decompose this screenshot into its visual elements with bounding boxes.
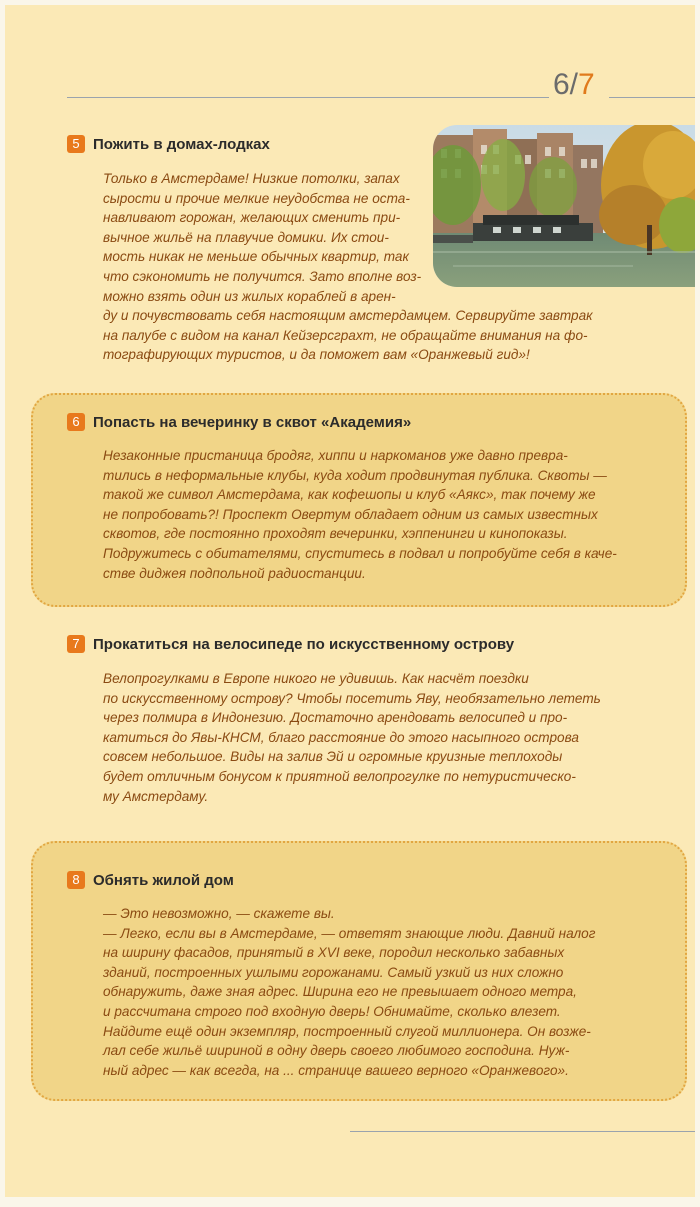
text-line: — Легко, если вы в Амстердаме, — ответят знающие люди. Давний налог (103, 925, 596, 941)
bottom-rule (350, 1131, 695, 1132)
text-line: катиться до Явы-КНСМ, благо расстояние до этого насыпного острова (103, 729, 579, 745)
text-line: тились в неформальные клубы, куда ходит продвинутая публика. Сквоты — (103, 467, 607, 483)
text-line: можно взять один из жилых кораблей в арен- (103, 288, 396, 304)
section-5-number: 5 (67, 135, 85, 153)
text-line: на палубе с видом на канал Кейзерсграхт, не обращайте внимания на фо- (103, 327, 588, 343)
text-line: на ширину фасадов, принятый в XVI веке, породил несколько забавных (103, 945, 565, 961)
text-line: — Это невозможно, — скажете вы. (103, 906, 335, 921)
text-line: ный адрес — как всегда, на ... странице вашего верного «Оранжевого». (103, 1062, 569, 1078)
section-8 (67, 869, 595, 1080)
section-6-text (67, 446, 617, 583)
text-line: будет отличным бонусом к приятной велопрогулке по нетуристическо- (103, 768, 576, 784)
text-line: обнаружить, даже зная адрес. Ширина его не превышает одного метра, (103, 984, 577, 1000)
section-6-title: Попасть на вечеринку в сквот «Академия» (93, 413, 412, 431)
top-rule (67, 97, 549, 98)
text-line: такой же символ Амстердама, как кофешопы и клуб «Аякс», так почему же (103, 487, 596, 503)
section-6-header (67, 411, 617, 433)
text-line: сквотов, где постоянно проходят вечеринки, хэппенинги и кинопоказы. (103, 526, 568, 542)
section-8-text (67, 904, 595, 1080)
text-line: вычное жильё на плавучие домики. Их стои- (103, 229, 389, 245)
page-number-current: 6/ (553, 68, 579, 101)
text-line: что сэкономить не получится. Зато вполне воз- (103, 268, 422, 284)
section-6 (67, 411, 617, 583)
text-line: по искусственному острову? Чтобы посетить Яву, необязательно лететь (103, 690, 601, 706)
text-line: Велопрогулками в Европе никого не удивишь. Как насчёт поездки (103, 671, 529, 686)
section-7-title: Прокатиться на велосипеде по искусственному острову (93, 635, 515, 653)
text-line: мость никак не меньше обычных квартир, так (103, 249, 409, 265)
section-8-header (67, 869, 595, 891)
text-line: не попробовать?! Проспект Овертум обладает одним из самых известных (103, 506, 598, 522)
section-8-title: Обнять жилой дом (93, 871, 234, 889)
section-8-number: 8 (67, 871, 85, 889)
text-line: навливают горожан, желающих сменить при- (103, 210, 401, 226)
text-line: Незаконные пристаница бродяг, хиппи и наркоманов уже давно превра- (103, 448, 568, 463)
section-6-number: 6 (67, 413, 85, 431)
text-line: Найдите ещё один экземпляр, построенный слугой миллионера. Он возже- (103, 1023, 591, 1039)
section-5 (67, 133, 593, 365)
section-7-text (67, 669, 601, 806)
text-line: лал себе жильё шириной в одну дверь своего любимого господина. Нуж- (103, 1043, 570, 1059)
page-number (553, 67, 595, 103)
section-5-title: Пожить в домах-лодках (93, 135, 270, 153)
text-line: через полмира в Индонезию. Достаточно арендовать велосипед и про- (103, 710, 568, 726)
section-7-number: 7 (67, 635, 85, 653)
text-line: стве диджея подпольной радиостанции. (103, 565, 366, 581)
text-line: Только в Амстердаме! Низкие потолки, запах (103, 171, 400, 186)
section-5-header (67, 133, 593, 155)
page (5, 5, 695, 1197)
text-line: и рассчитана строго под входную дверь! Обнимайте, сколько влезет. (103, 1003, 561, 1019)
top-rule-right (609, 97, 695, 98)
text-line: Подружитесь с обитателями, спуститесь в подвал и попробуйте себя в каче- (103, 545, 617, 561)
text-line: ду и почувствовать себя настоящим амстердамцем. Сервируйте завтрак (103, 308, 593, 324)
section-5-text (67, 169, 593, 365)
section-7 (67, 633, 601, 806)
text-line: зданий, построенных ушлыми горожанами. Самый узкий из них сложно (103, 964, 564, 980)
section-7-header (67, 633, 601, 655)
text-line: му Амстердаму. (103, 788, 209, 804)
page-number-total: 7 (578, 68, 595, 101)
text-line: тографирующих туристов, и да поможет вам «Оранжевый гид»! (103, 347, 530, 363)
text-line: сырости и прочие мелкие неудобства не оста- (103, 190, 410, 206)
text-line: совсем небольшое. Виды на залив Эй и огромные круизные теплоходы (103, 749, 563, 765)
